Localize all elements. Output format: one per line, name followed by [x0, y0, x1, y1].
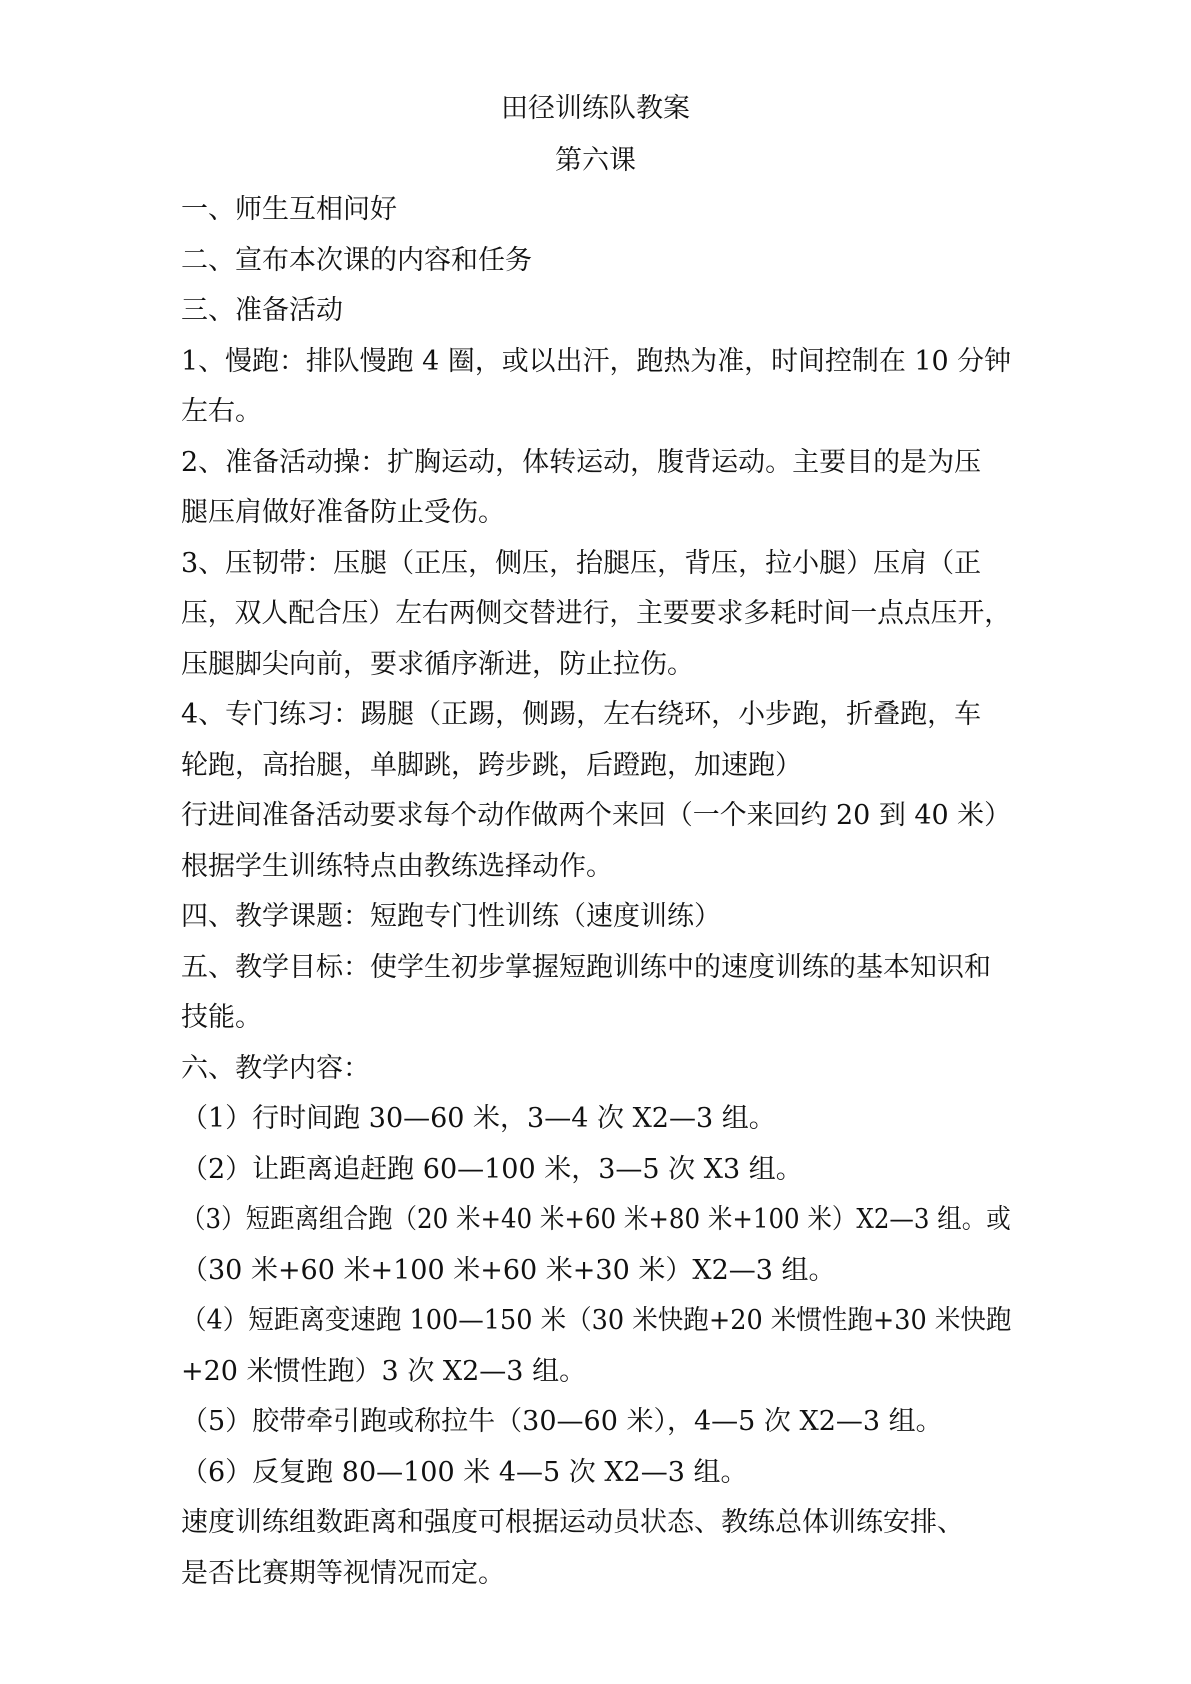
- text-line: （5）胶带牵引跑或称拉牛（30—60 米），4—5 次 X2—3 组。: [181, 1406, 943, 1437]
- text-line: （4）短距离变速跑 100—150 米（30 米快跑+20 米惯性跑+30 米快跑: [181, 1305, 1012, 1336]
- text-line: 三、准备活动: [181, 295, 343, 326]
- text-line: 行进间准备活动要求每个动作做两个来回（一个来回约 20 到 40 米）: [181, 800, 1012, 831]
- text-line: 技能。: [181, 1002, 262, 1033]
- text-line: 一、师生互相问好: [181, 194, 397, 225]
- text-line: 2、准备活动操：扩胸运动，体转运动，腹背运动。主要目的是为压: [181, 447, 982, 478]
- text-line: 左右。: [181, 396, 262, 427]
- text-line: （3）短距离组合跑（20 米+40 米+60 米+80 米+100 米）X2—3 组。或: [181, 1204, 1011, 1235]
- text-line: 腿压肩做好准备防止受伤。: [181, 497, 505, 528]
- text-line: 二、宣布本次课的内容和任务: [181, 245, 532, 276]
- lesson-number: 第六课: [555, 145, 636, 176]
- text-line: 压腿脚尖向前，要求循序渐进，防止拉伤。: [181, 649, 694, 680]
- text-line: 六、教学内容：: [181, 1053, 370, 1084]
- text-line: 四、教学课题：短跑专门性训练（速度训练）: [181, 901, 721, 932]
- text-line: （30 米+60 米+100 米+60 米+30 米）X2—3 组。: [181, 1255, 836, 1286]
- text-line: 3、压韧带：压腿（正压，侧压，抬腿压，背压，拉小腿）压肩（正: [181, 548, 982, 579]
- text-line: （2）让距离追赶跑 60—100 米，3—5 次 X3 组。: [181, 1154, 803, 1185]
- text-line: 轮跑，高抬腿，单脚跳，跨步跳，后蹬跑，加速跑）: [181, 750, 802, 781]
- text-line: 根据学生训练特点由教练选择动作。: [181, 851, 613, 882]
- document-title: 田径训练队教案: [501, 93, 690, 124]
- text-line: 是否比赛期等视情况而定。: [181, 1558, 505, 1589]
- text-line: （1）行时间跑 30—60 米，3—4 次 X2—3 组。: [181, 1103, 776, 1134]
- text-line: 压，双人配合压）左右两侧交替进行，主要要求多耗时间一点点压开，: [181, 598, 1011, 629]
- text-line: 4、专门练习：踢腿（正踢，侧踢，左右绕环，小步跑，折叠跑，车: [181, 699, 982, 730]
- text-line: 1、慢跑：排队慢跑 4 圈，或以出汗，跑热为准，时间控制在 10 分钟: [181, 346, 1012, 377]
- text-line: +20 米惯性跑）3 次 X2—3 组。: [181, 1356, 587, 1387]
- text-line: （6）反复跑 80—100 米 4—5 次 X2—3 组。: [181, 1457, 748, 1488]
- text-line: 速度训练组数距离和强度可根据运动员状态、教练总体训练安排、: [181, 1507, 964, 1538]
- text-line: 五、教学目标：使学生初步掌握短跑训练中的速度训练的基本知识和: [181, 952, 991, 983]
